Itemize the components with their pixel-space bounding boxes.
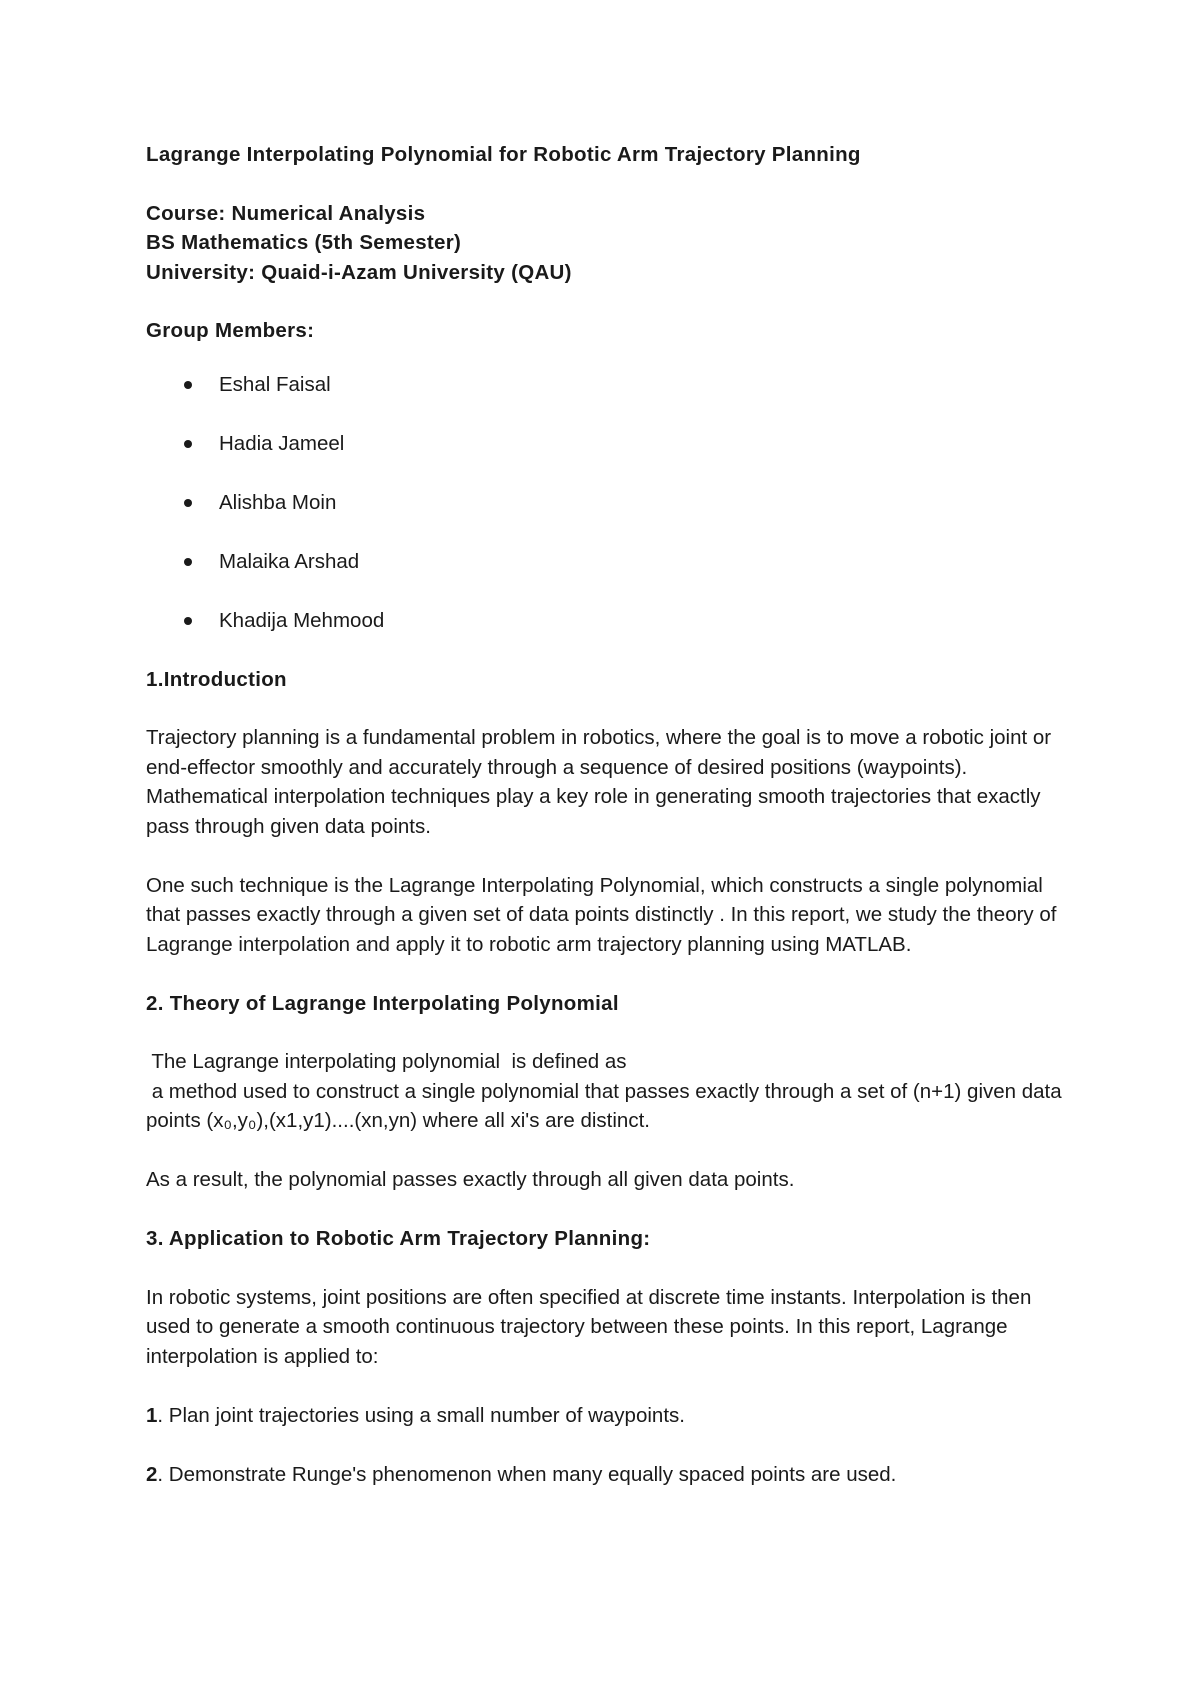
member-name: Eshal Faisal bbox=[219, 372, 331, 396]
theory-heading: 2. Theory of Lagrange Interpolating Polynomial bbox=[146, 991, 619, 1015]
item-number: 1 bbox=[146, 1403, 158, 1427]
member-name: Hadia Jameel bbox=[219, 431, 345, 455]
document-title: Lagrange Interpolating Polynomial for Robotic Arm Trajectory Planning bbox=[146, 143, 861, 166]
list-item bbox=[146, 606, 1076, 665]
bullet-icon bbox=[184, 558, 192, 566]
application-paragraph: In robotic systems, joint positions are often specified at discrete time instants. Interpolation is then used to generate a smooth continuous trajectory between these points. In this report, Lagrange interpolation is applied to: bbox=[146, 1285, 1032, 1368]
introduction-paragraph-1: Trajectory planning is a fundamental problem in robotics, where the goal is to move a robotic joint or end-effector smoothly and accurately through a sequence of desired positions (waypoints). Mathematical interpolation techniques play a key role in generating smooth trajectories that exactly pass through given data points. bbox=[146, 726, 1052, 838]
theory-definition-body: a method used to construct a single polynomial that passes exactly through a set of (n+1) given data points (x₀,y₀),(x1,y1)....(xn,yn) where all xi's are distinct. bbox=[146, 1079, 1068, 1132]
course-line: Course: Numerical Analysis bbox=[146, 201, 426, 225]
bullet-icon bbox=[184, 499, 192, 507]
list-item bbox=[146, 370, 1076, 429]
bullet-icon bbox=[184, 440, 192, 448]
theory-paragraph-1 bbox=[146, 1047, 1076, 1136]
university-line: University: Quaid-i-Azam University (QAU) bbox=[146, 260, 572, 284]
course-info bbox=[146, 199, 1076, 288]
application-item-2 bbox=[146, 1460, 1076, 1490]
member-name: Khadija Mehmood bbox=[219, 608, 385, 632]
list-item bbox=[146, 488, 1076, 547]
list-item bbox=[146, 547, 1076, 606]
item-text: . Plan joint trajectories using a small number of waypoints. bbox=[157, 1403, 685, 1427]
introduction-paragraph-2: One such technique is the Lagrange Interpolating Polynomial, which constructs a single polynomial that passes exactly through a given set of data points distinctly . In this report, we study the theory of Lagrange interpolation and apply it to robotic arm trajectory planning using MATLAB. bbox=[146, 873, 1057, 956]
group-members-list bbox=[146, 370, 1076, 665]
application-item-1 bbox=[146, 1401, 1076, 1431]
bullet-icon bbox=[184, 617, 192, 625]
theory-paragraph-2: As a result, the polynomial passes exactly through all given data points. bbox=[146, 1168, 795, 1191]
group-members-heading: Group Members: bbox=[146, 319, 315, 342]
introduction-heading: 1.Introduction bbox=[146, 667, 287, 691]
member-name: Alishba Moin bbox=[219, 490, 337, 514]
theory-definition-line: The Lagrange interpolating polynomial is defined as bbox=[146, 1050, 627, 1073]
application-heading: 3. Application to Robotic Arm Trajectory Planning: bbox=[146, 1227, 651, 1250]
member-name: Malaika Arshad bbox=[219, 549, 360, 573]
document-page bbox=[146, 140, 1076, 1519]
list-item bbox=[146, 429, 1076, 488]
bullet-icon bbox=[184, 381, 192, 389]
item-number: 2 bbox=[146, 1462, 158, 1486]
item-text: . Demonstrate Runge's phenomenon when many equally spaced points are used. bbox=[157, 1462, 897, 1486]
program-line: BS Mathematics (5th Semester) bbox=[146, 231, 462, 254]
